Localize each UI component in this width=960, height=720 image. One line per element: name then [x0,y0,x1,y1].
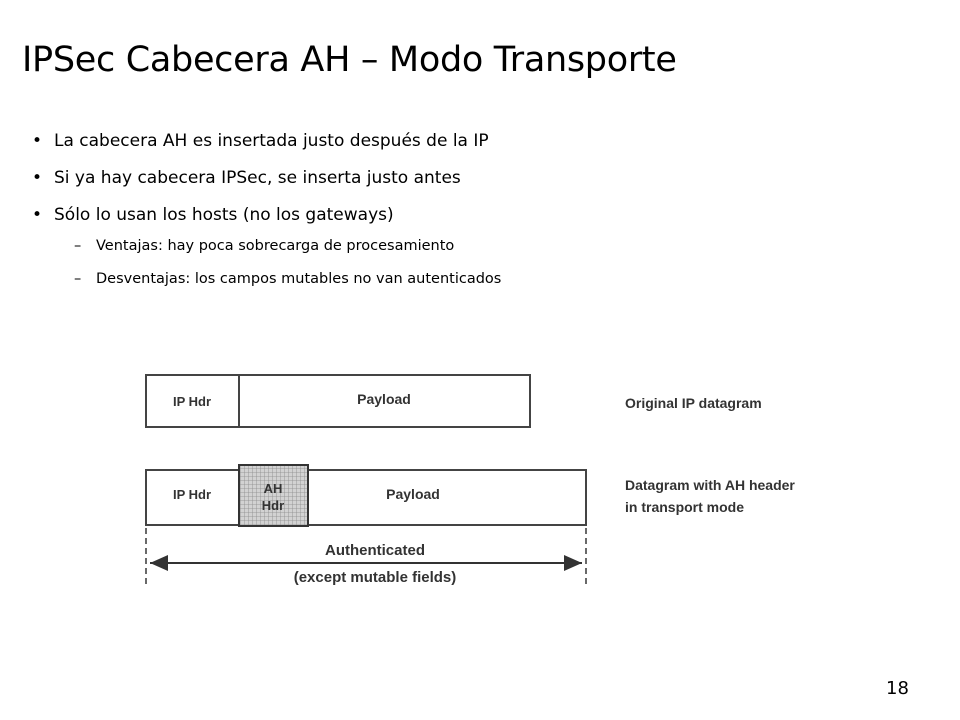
transport-caption-line1: Datagram with AH header [625,477,795,493]
original-datagram [146,375,530,427]
bullet-item: • La cabecera AH es insertada justo después de la IP [54,131,489,151]
bullet-item: • Si ya hay cabecera IPSec, se inserta justo antes [54,168,461,188]
sub-bullet-item: – Desventajas: los campos mutables no van autenticados [96,271,501,287]
authenticated-label: Authenticated [324,542,426,559]
transport-datagram [146,465,586,526]
transport-caption-line2: in transport mode [625,499,745,515]
original-ip-hdr-label: IP Hdr [172,394,212,409]
slide-number: 18 [886,678,909,699]
authenticated-note: (except mutable fields) [293,569,457,586]
bullet-item: • Sólo lo usan los hosts (no los gateways) [54,205,394,225]
transport-payload-label: Payload [386,486,440,502]
original-payload-label: Payload [357,391,411,407]
authenticated-span [146,528,586,588]
ah-hdr-label-line2: Hdr [261,498,285,513]
slide-title: IPSec Cabecera AH – Modo Transporte [22,40,677,80]
transport-ip-hdr-label: IP Hdr [172,487,212,502]
ah-hdr-label-line1: AH [263,481,283,496]
transport-datagram-box [146,470,586,525]
original-caption: Original IP datagram [625,395,762,411]
sub-bullet-item: – Ventajas: hay poca sobrecarga de procesamiento [96,238,454,254]
